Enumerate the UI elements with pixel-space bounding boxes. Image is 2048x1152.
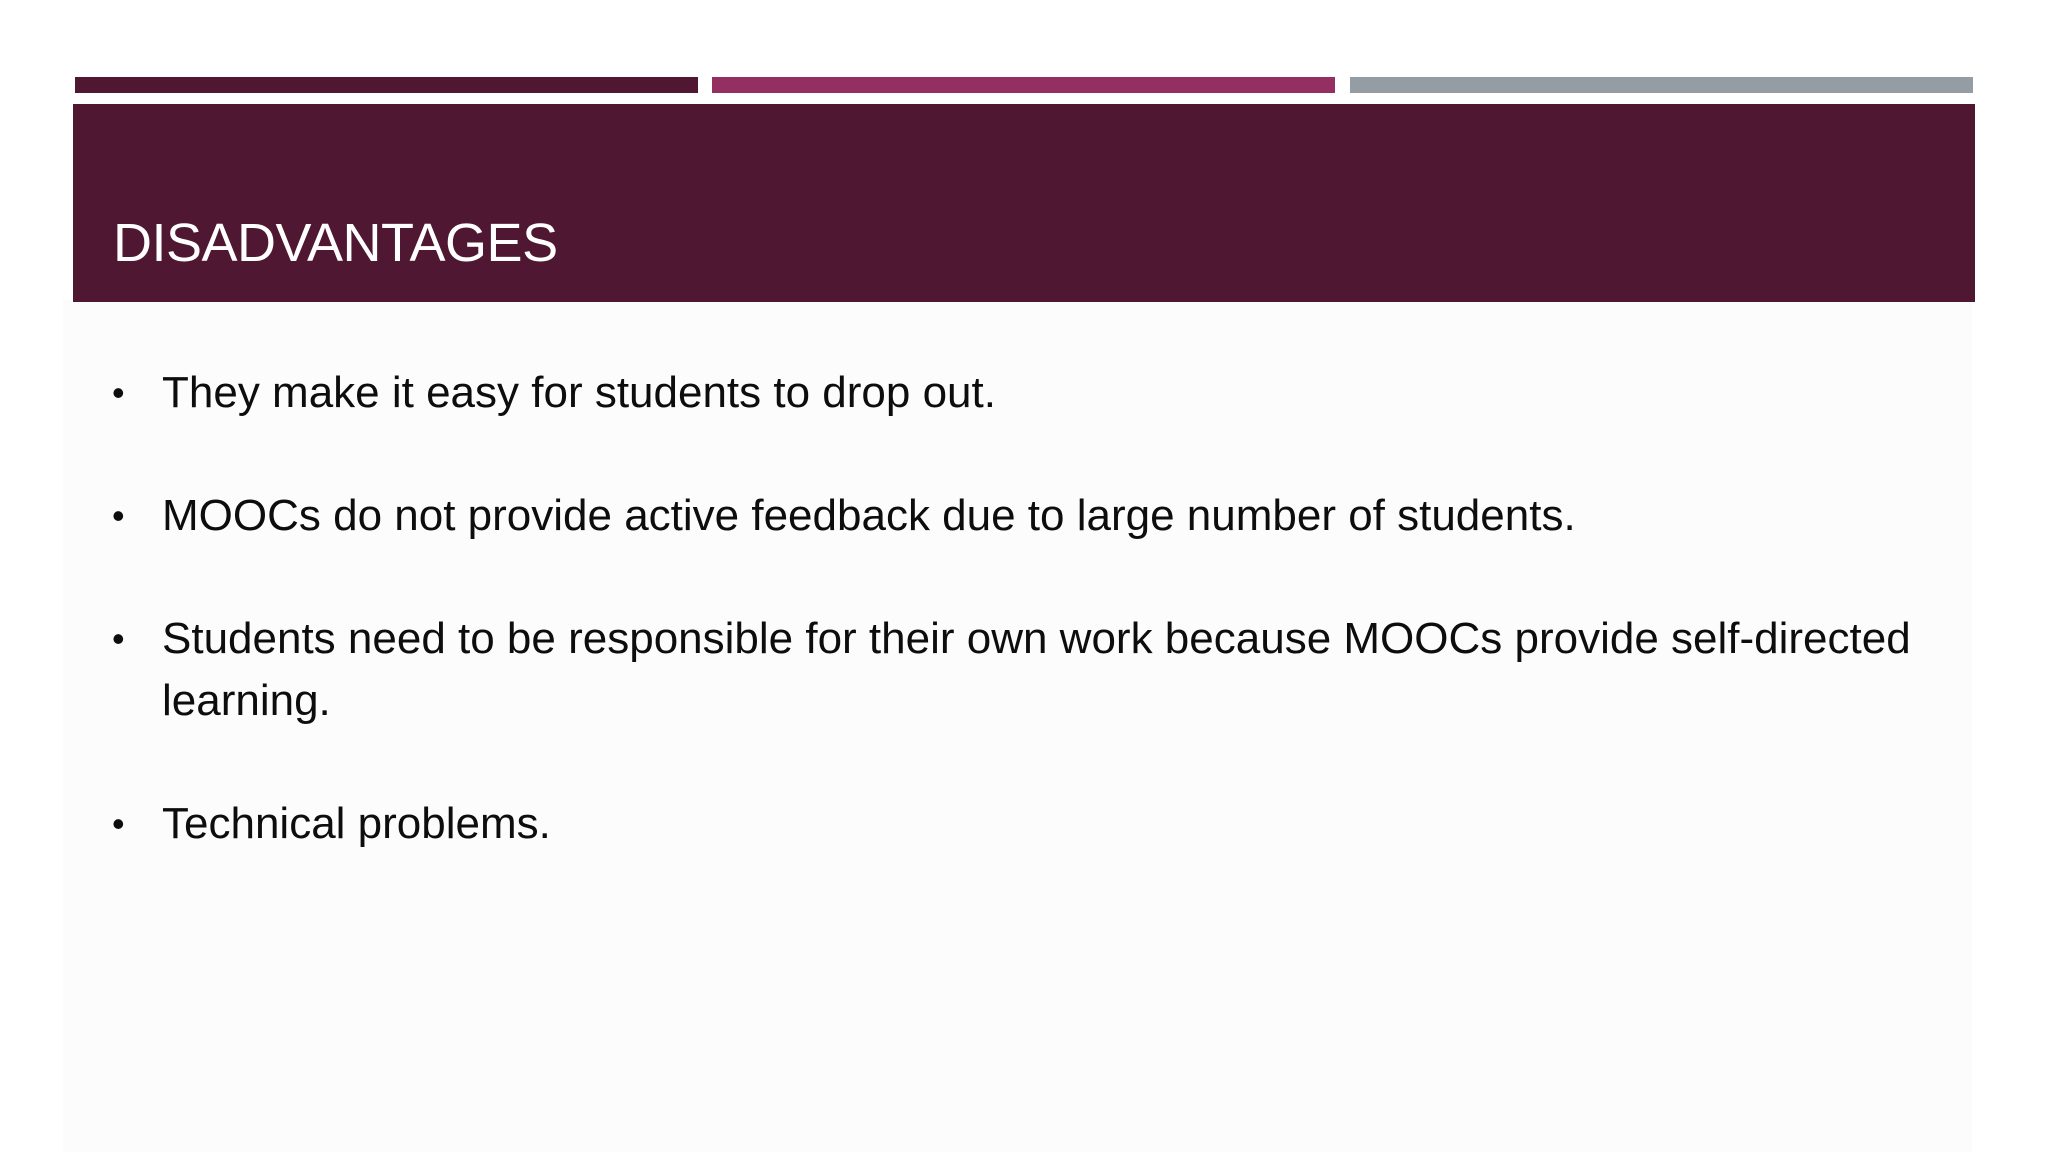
bullet-list bbox=[112, 362, 1912, 916]
title-band bbox=[73, 104, 1975, 302]
accent-bar-gray bbox=[1350, 77, 1973, 93]
bullet-text: Technical problems. bbox=[162, 799, 551, 848]
bullet-item bbox=[112, 485, 1912, 547]
accent-bar-magenta bbox=[712, 77, 1335, 93]
accent-bar-dark bbox=[75, 77, 698, 93]
bullet-text: MOOCs do not provide active feedback due to large number of students. bbox=[162, 491, 1576, 540]
bullet-item bbox=[112, 362, 1912, 424]
bullet-item bbox=[112, 608, 1912, 732]
bullet-icon: • bbox=[112, 495, 125, 536]
slide-title: DISADVANTAGES bbox=[113, 213, 558, 273]
bullet-item bbox=[112, 793, 1912, 855]
bullet-text: Students need to be responsible for their own work because MOOCs provide self-directed learning. bbox=[162, 614, 1911, 725]
bullet-icon: • bbox=[112, 803, 125, 844]
bullet-text: They make it easy for students to drop out. bbox=[162, 368, 996, 417]
bullet-icon: • bbox=[112, 372, 125, 413]
bullet-icon: • bbox=[112, 618, 125, 659]
